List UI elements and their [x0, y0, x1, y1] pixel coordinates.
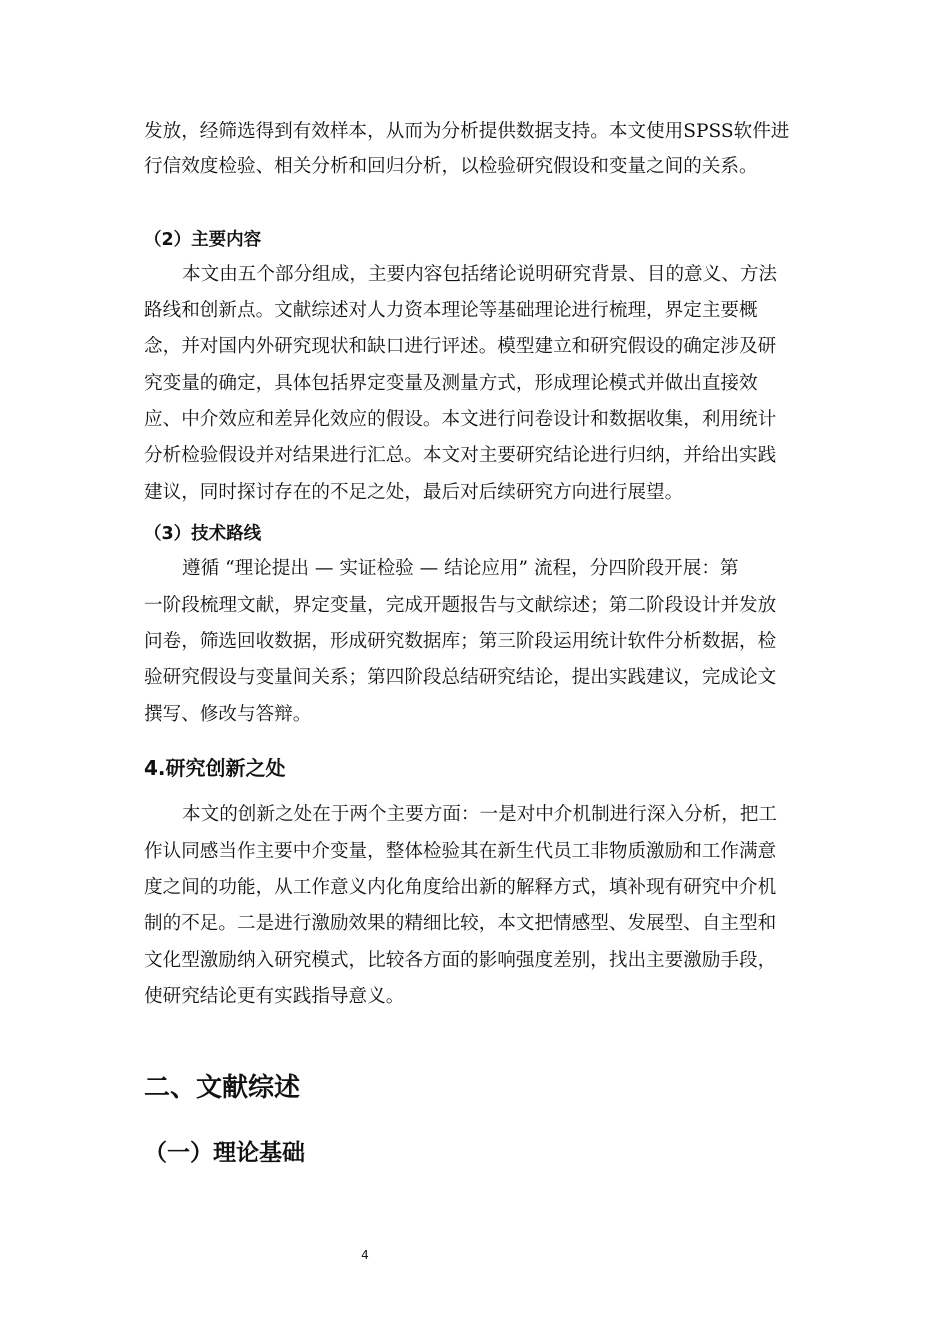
tech-route-line-3: 问卷，筛选回收数据，形成研究数据库；第三阶段运用统计软件分析数据，检: [144, 631, 777, 652]
main-content-line-2: 路线和创新点。文献综述对人力资本理论等基础理论进行梳理，界定主要概: [144, 300, 758, 321]
tech-route-line-5: 撰写、修改与答辩。: [144, 704, 312, 725]
innovation-line-4: 制的不足。二是进行激励效果的精细比较，本文把情感型、发展型、自主型和: [144, 913, 777, 934]
tech-route-line-2: 一阶段梳理文献，界定变量，完成开题报告与文献综述；第二阶段设计并发放: [144, 595, 777, 616]
subchapter-title: （一）理论基础: [144, 1140, 305, 1166]
main-content-line-1: 本文由五个部分组成，主要内容包括绪论说明研究背景、目的意义、方法: [182, 264, 778, 285]
innovation-heading: 4.研究创新之处: [144, 756, 286, 780]
innovation-line-1: 本文的创新之处在于两个主要方面：一是对中介机制进行深入分析，把工: [182, 804, 778, 825]
main-content-line-3: 念，并对国内外研究现状和缺口进行评述。模型建立和研究假设的确定涉及研: [144, 336, 777, 357]
main-content-heading: （2）主要内容: [144, 230, 262, 250]
innovation-line-6: 使研究结论更有实践指导意义。: [144, 986, 405, 1007]
main-content-line-7: 建议，同时探讨存在的不足之处，最后对后续研究方向进行展望。: [144, 482, 684, 503]
tech-route-line-4: 验研究假设与变量间关系；第四阶段总结研究结论，提出实践建议，完成论文: [144, 667, 777, 688]
main-content-line-5: 应、中介效应和差异化效应的假设。本文进行问卷设计和数据收集，利用统计: [144, 409, 777, 430]
method-paragraph-line-2: 行信效度检验、相关分析和回归分析，以检验研究假设和变量之间的关系。: [144, 156, 758, 177]
chapter-title: 二、文献综述: [144, 1073, 301, 1103]
main-content-line-6: 分析检验假设并对结果进行汇总。本文对主要研究结论进行归纳，并给出实践: [144, 445, 777, 466]
main-content-line-4: 究变量的确定，具体包括界定变量及测量方式，形成理论模式并做出直接效: [144, 373, 758, 394]
method-paragraph-line-1: 发放，经筛选得到有效样本，从而为分析提供数据支持。本文使用SPSS软件进: [144, 121, 790, 142]
innovation-line-5: 文化型激励纳入研究模式，比较各方面的影响强度差别，找出主要激励手段，: [144, 950, 777, 971]
innovation-line-3: 度之间的功能，从工作意义内化角度给出新的解释方式，填补现有研究中介机: [144, 877, 777, 898]
innovation-line-2: 作认同感当作主要中介变量，整体检验其在新生代员工非物质激励和工作满意: [144, 841, 777, 862]
page-number: 4: [361, 1248, 369, 1262]
tech-route-heading: （3）技术路线: [144, 524, 262, 544]
tech-route-line-1: 遵循 “理论提出 — 实证检验 — 结论应用” 流程，分四阶段开展：第: [182, 558, 739, 579]
